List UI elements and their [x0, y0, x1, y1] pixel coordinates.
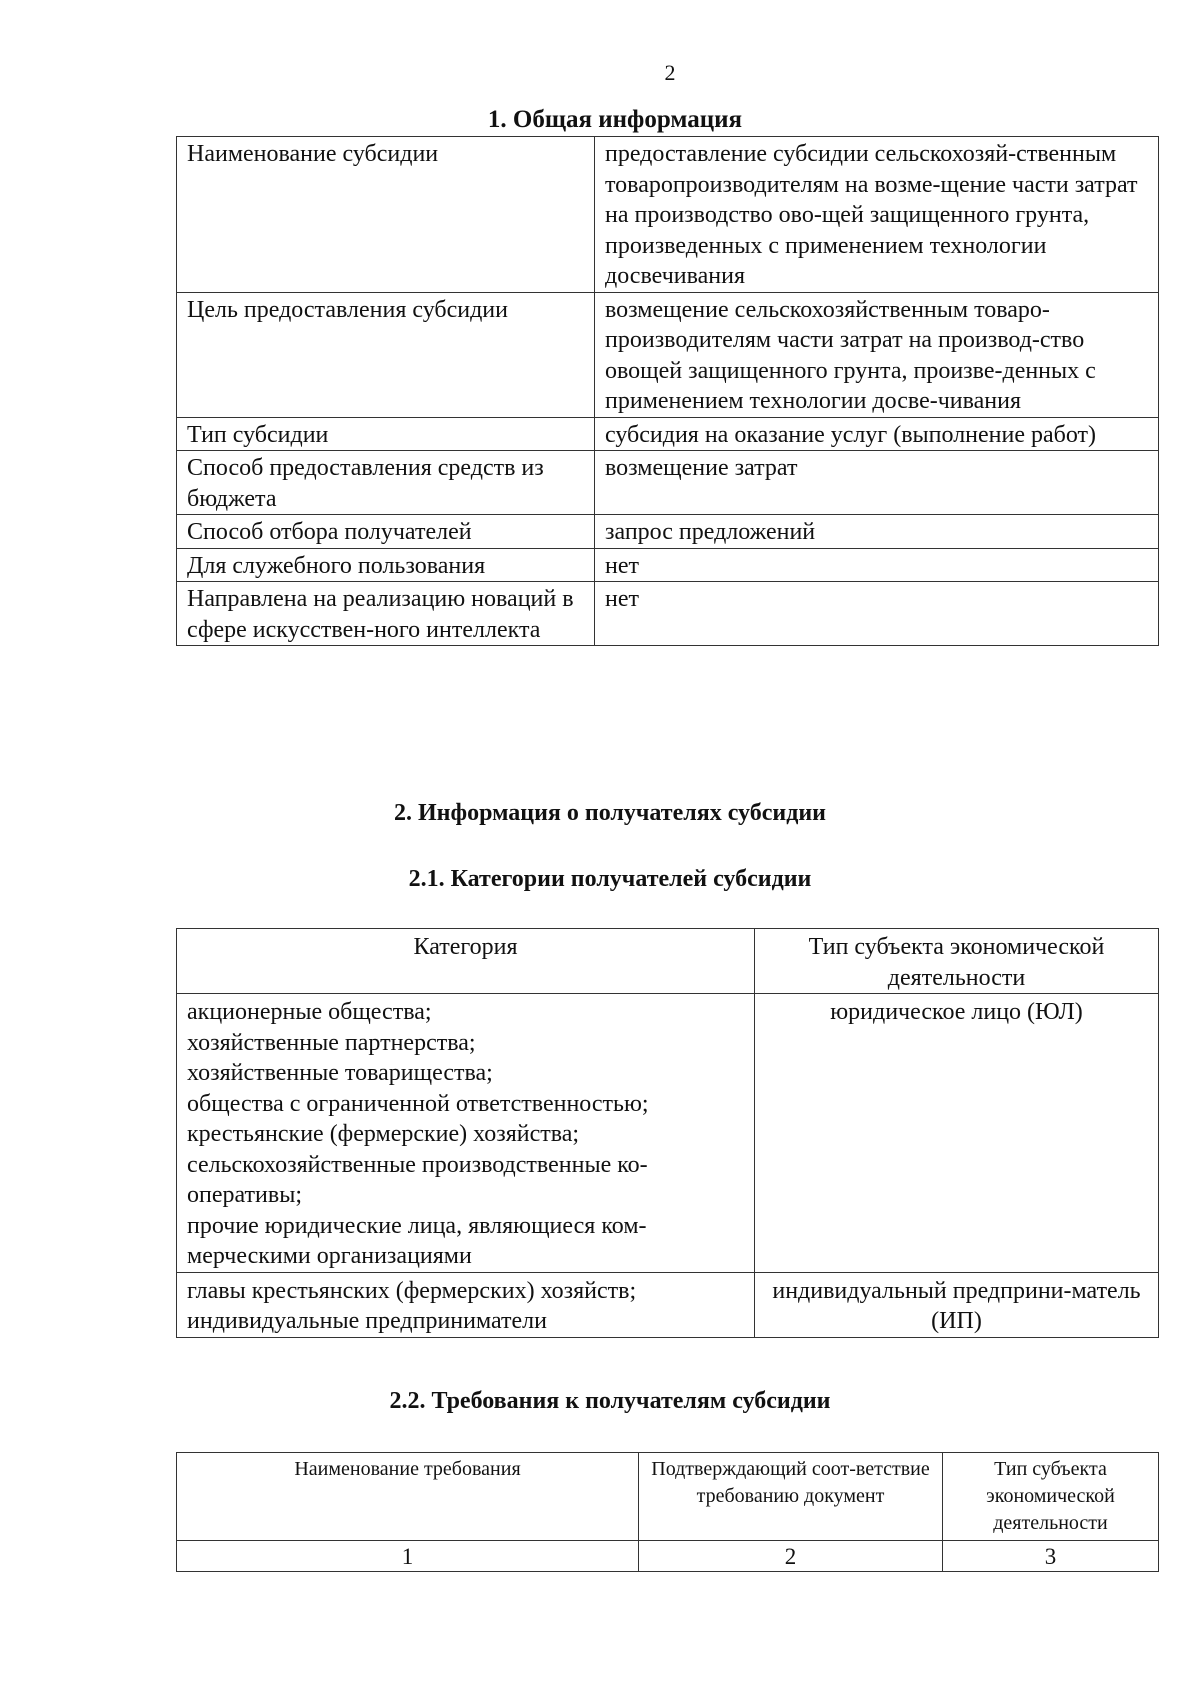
- table-row: [177, 292, 1159, 417]
- column-header-category: Категория: [177, 929, 755, 994]
- column-header-entity-type: Тип субъекта экономической деятельности: [755, 929, 1159, 994]
- table-number-row: [177, 1541, 1159, 1572]
- row-label: Для служебного пользования: [177, 548, 595, 582]
- recipient-requirements-table: [176, 1452, 1159, 1572]
- category-cell: акционерные общества; хозяйственные партнерства; хозяйственные товарищества; общества с ограниченной ответственностью; крестьянские (фермерские) хозяйства; сельскохозяйственные производственные ко-оперативы; прочие юридические лица, являющиеся ком-мерческими организациями: [177, 994, 755, 1273]
- section-2-1-title: 2.1. Категории получателей субсидии: [408, 866, 812, 892]
- general-info-table: [176, 136, 1159, 646]
- row-label: Тип субсидии: [177, 417, 595, 451]
- table-row: [177, 137, 1159, 293]
- row-value: возмещение затрат: [595, 451, 1159, 515]
- column-number: 2: [639, 1541, 943, 1572]
- row-label: Цель предоставления субсидии: [177, 292, 595, 417]
- table-row: [177, 1272, 1159, 1337]
- table-row: [177, 548, 1159, 582]
- table-header-row: [177, 1453, 1159, 1541]
- column-header-entity-type: Тип субъекта экономической деятельности: [943, 1453, 1159, 1541]
- table-row: [177, 515, 1159, 549]
- section-1-title: 1. Общая информация: [487, 106, 743, 133]
- table-row: [177, 582, 1159, 646]
- row-value: субсидия на оказание услуг (выполнение работ): [595, 417, 1159, 451]
- entity-type-cell: юридическое лицо (ЮЛ): [755, 994, 1159, 1273]
- page-number: 2: [664, 60, 676, 85]
- row-value: нет: [595, 548, 1159, 582]
- row-value: нет: [595, 582, 1159, 646]
- row-label: Направлена на реализацию новаций в сфере искусствен-ного интеллекта: [177, 582, 595, 646]
- table-header-row: [177, 929, 1159, 994]
- recipient-categories-table: [176, 928, 1159, 1338]
- table-row: [177, 451, 1159, 515]
- row-value: предоставление субсидии сельскохозяй-ственным товаропроизводителям на возме-щение части затрат на производство ово-щей защищенного грунта, произведенных с применением технологии досвечивания: [595, 137, 1159, 293]
- column-number: 3: [943, 1541, 1159, 1572]
- row-value: возмещение сельскохозяйственным товаро-производителям части затрат на производ-ство овощей защищенного грунта, произве-денных с применением технологии досве-чивания: [595, 292, 1159, 417]
- table-row: [177, 417, 1159, 451]
- table-row: [177, 994, 1159, 1273]
- row-label: Наименование субсидии: [177, 137, 595, 293]
- category-cell: главы крестьянских (фермерских) хозяйств; индивидуальные предприниматели: [177, 1272, 755, 1337]
- section-2-title: 2. Информация о получателях субсидии: [394, 800, 826, 826]
- row-value: запрос предложений: [595, 515, 1159, 549]
- column-header-document: Подтверждающий соот-ветствие требованию документ: [639, 1453, 943, 1541]
- column-header-requirement: Наименование требования: [177, 1453, 639, 1541]
- column-number: 1: [177, 1541, 639, 1572]
- row-label: Способ предоставления средств из бюджета: [177, 451, 595, 515]
- entity-type-cell: индивидуальный предприни-матель (ИП): [755, 1272, 1159, 1337]
- section-2-2-title: 2.2. Требования к получателям субсидии: [389, 1388, 831, 1414]
- row-label: Способ отбора получателей: [177, 515, 595, 549]
